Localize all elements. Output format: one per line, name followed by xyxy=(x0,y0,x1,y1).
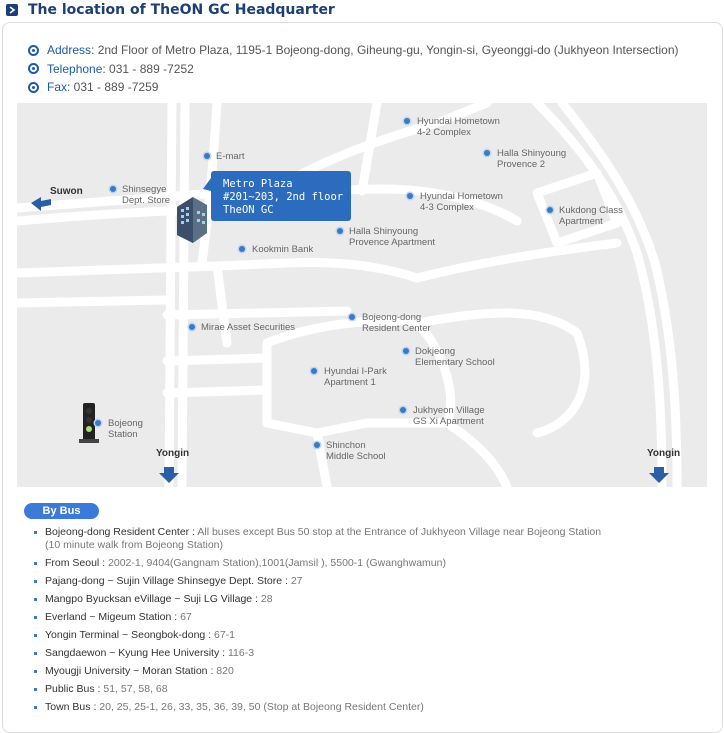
bullet-icon xyxy=(28,63,39,74)
place-bojeong-center xyxy=(362,312,431,334)
bullet-icon xyxy=(28,45,39,56)
place-kukdong xyxy=(559,205,623,227)
marker-icon xyxy=(311,368,317,374)
marker-icon xyxy=(400,407,406,413)
route-key: Town Bus : xyxy=(45,701,100,713)
place-line: Dept. Store xyxy=(122,195,171,206)
chevron-right-icon xyxy=(6,4,18,16)
route-value: 67 xyxy=(180,611,192,623)
route-value: 28 xyxy=(260,593,273,605)
contact-info xyxy=(28,41,679,97)
route-value: 20, 25, 25-1, 26, 33, 35, 36, 39, 50 (Stop at Bojeong Resident Center) xyxy=(99,701,424,713)
route-value: 67-1 xyxy=(214,629,236,641)
list-item xyxy=(34,611,704,624)
route-key: Bojeong-dong Resident Center : xyxy=(45,526,198,538)
bus-route-list xyxy=(34,526,704,719)
list-item xyxy=(34,575,704,588)
road xyxy=(169,103,172,487)
place-ipark xyxy=(324,366,387,388)
page-title: The location of TheON GC Headquarter xyxy=(28,2,335,18)
place-line: Shinsegye xyxy=(122,184,167,195)
place-shinchon xyxy=(326,440,386,462)
route-key: Public Bus : xyxy=(45,683,104,695)
place-line: Apartment xyxy=(559,216,603,227)
road xyxy=(182,103,185,487)
route-key: Yongin Terminal ~ Seongbok-dong : xyxy=(45,629,214,641)
place-kookmin: Kookmin Bank xyxy=(252,244,314,255)
address-value: : 2nd Floor of Metro Plaza, 1195-1 Bojeong-dong, Giheung-gu, Yongin-si, Gyeonggi-do (Jukhyeon Intersection) xyxy=(91,43,679,57)
place-line: Provence 2 xyxy=(497,159,546,170)
place-dokjeong xyxy=(415,346,495,368)
list-item xyxy=(34,557,704,570)
road xyxy=(417,243,617,278)
location-map xyxy=(17,103,707,487)
marker-icon xyxy=(403,348,409,354)
road xyxy=(447,423,507,487)
place-line: Halla Shinyoung xyxy=(349,226,419,237)
route-value: 820 xyxy=(216,665,234,677)
list-item xyxy=(34,683,704,696)
headquarter-callout xyxy=(211,171,351,221)
place-line: Bojeong-dong xyxy=(362,312,422,323)
route-key: From Seoul : xyxy=(45,557,109,569)
bullet-icon xyxy=(28,82,39,93)
place-hyundai-42 xyxy=(417,116,500,138)
callout-line: #201~203, 2nd floor xyxy=(223,191,344,203)
fax-label: Fax xyxy=(47,80,68,94)
route-key: Pajang-dong ~ Sujin Village Shinsegye Dept. Store : xyxy=(45,575,291,587)
place-line: Hyundai I-Park xyxy=(324,366,387,377)
place-jukhyeon xyxy=(413,405,485,427)
place-line: Dokjeong xyxy=(415,346,456,357)
list-item xyxy=(34,526,704,552)
place-bojeong-station xyxy=(108,418,143,440)
place-line: Halla Shinyoung xyxy=(497,148,567,159)
place-line: Shinchon xyxy=(326,440,366,451)
place-line: Kukdong Class xyxy=(559,205,623,216)
marker-icon xyxy=(404,118,410,124)
list-item xyxy=(34,665,704,678)
fax-value: : 031 - 889 -7259 xyxy=(67,80,159,94)
place-line: Resident Center xyxy=(362,323,431,334)
route-key: Everland ~ Migeum Station : xyxy=(45,611,181,623)
address-label: Address xyxy=(47,43,92,57)
place-line: GS Xi Apartment xyxy=(413,416,484,427)
place-line: Station xyxy=(108,429,138,440)
place-line: Apartment 1 xyxy=(324,377,376,388)
callout-line: TheON GC xyxy=(223,204,274,216)
route-key: Mangpo Byucksan eVillage ~ Suji LG Village : xyxy=(45,593,261,605)
direction-suwon: Suwon xyxy=(50,186,83,197)
marker-icon xyxy=(547,207,553,213)
place-line: Bojeong xyxy=(108,418,143,429)
place-line: 4-3 Complex xyxy=(420,202,474,213)
by-bus-badge: By Bus xyxy=(24,503,99,519)
marker-icon xyxy=(337,228,343,234)
route-value: 116-3 xyxy=(227,647,255,659)
route-value: 51, 57, 58, 68 xyxy=(103,683,168,695)
place-halla-provence-apt xyxy=(349,226,435,248)
place-line: Provence Apartment xyxy=(349,237,436,248)
telephone-label: Telephone xyxy=(47,61,103,76)
marker-icon xyxy=(95,420,101,426)
direction-yongin-left: Yongin xyxy=(156,448,190,459)
marker-icon xyxy=(239,246,245,252)
callout-line: Metro Plaza xyxy=(223,178,293,190)
place-line: 4-2 Complex xyxy=(417,127,471,138)
place-shinsegye xyxy=(122,184,170,206)
marker-icon xyxy=(407,193,413,199)
address-row xyxy=(28,41,679,60)
marker-icon xyxy=(110,186,116,192)
telephone-row xyxy=(28,60,679,79)
place-line: Jukhyeon Village xyxy=(413,405,485,416)
place-line: Hyundai Hometown xyxy=(420,191,503,202)
place-hyundai-43 xyxy=(420,191,503,213)
route-value: (10 minute walk from Bojeong Station) xyxy=(45,539,224,551)
place-mirae: Mirae Asset Securities xyxy=(201,322,295,333)
list-item xyxy=(34,647,704,660)
list-item xyxy=(34,701,704,714)
place-emart: E-mart xyxy=(216,151,245,162)
place-halla-provence-2 xyxy=(497,148,566,170)
marker-icon xyxy=(314,442,320,448)
place-line: Middle School xyxy=(326,451,386,462)
road xyxy=(17,300,167,303)
telephone-value: : 031 - 889 -7252 xyxy=(102,61,194,76)
route-value: All buses except Bus 50 stop at the Entrance of Jukhyeon Village near Bojeong Station xyxy=(197,526,602,538)
list-item xyxy=(34,629,704,642)
page-header xyxy=(6,0,335,20)
fax-row xyxy=(28,78,679,97)
place-line: Hyundai Hometown xyxy=(417,116,500,127)
marker-icon xyxy=(204,153,210,159)
marker-icon xyxy=(189,324,195,330)
list-item xyxy=(34,593,704,606)
route-key: Sangdaewon ~ Kyung Hee University : xyxy=(45,647,228,659)
road xyxy=(167,311,347,315)
route-value: 2002-1, 9404(Gangnam Station),1001(Jamsil ), 5500-1 (Gwanghwamun) xyxy=(108,557,446,569)
marker-icon xyxy=(484,150,490,156)
route-key: Myougji University ~ Moran Station : xyxy=(45,665,217,677)
marker-icon xyxy=(349,314,355,320)
route-value: 27 xyxy=(290,575,303,587)
place-line: Elementary School xyxy=(415,357,495,368)
direction-yongin-right: Yongin xyxy=(647,448,681,459)
